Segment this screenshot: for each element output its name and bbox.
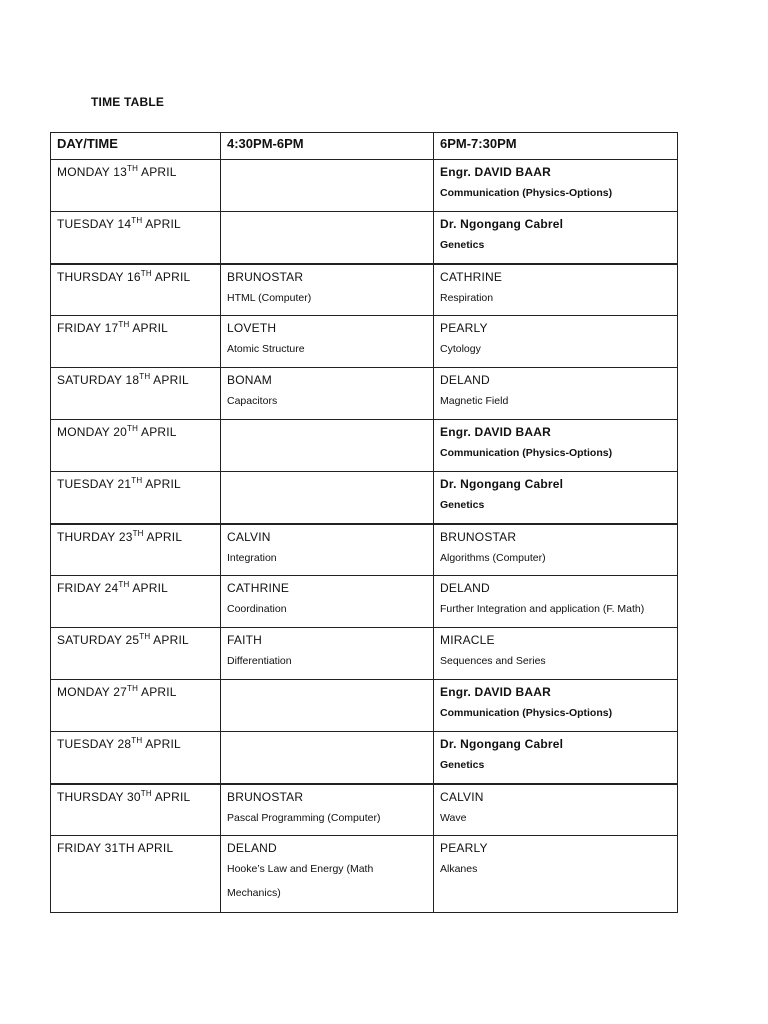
day-label — [57, 425, 177, 439]
table-row — [51, 524, 678, 576]
tutor-name: FAITH — [227, 633, 263, 647]
day-date: TUESDAY 14 — [57, 217, 132, 231]
day-cell — [51, 472, 221, 524]
subject: Communication (Physics-Options) — [440, 187, 613, 199]
day-date: THURSDAY 16 — [57, 269, 141, 284]
subject: Communication (Physics-Options) — [440, 447, 613, 459]
timetable-body — [51, 160, 678, 913]
day-ordinal: TH — [118, 580, 130, 589]
day-month: APRIL — [150, 373, 189, 387]
day-cell — [51, 212, 221, 264]
table-row — [51, 472, 678, 524]
day-label — [57, 217, 181, 231]
header-slot-1: 4:30PM-6PM — [221, 133, 434, 160]
slot-1-cell — [221, 680, 434, 732]
day-label — [57, 633, 189, 647]
day-cell — [51, 524, 221, 576]
day-date: TUESDAY 21 — [57, 477, 132, 491]
day-month: APRIL — [142, 477, 181, 491]
day-cell — [51, 160, 221, 212]
slot-1-cell — [221, 524, 434, 576]
table-row — [51, 628, 678, 680]
day-cell — [51, 368, 221, 420]
slot-1-cell — [221, 264, 434, 316]
day-cell — [51, 264, 221, 316]
table-row — [51, 732, 678, 784]
day-label — [57, 530, 182, 544]
day-label — [57, 737, 181, 751]
day-month: APRIL — [151, 789, 191, 804]
header-slot-2: 6PM-7:30PM — [434, 133, 678, 160]
subject: Genetics — [440, 239, 485, 251]
day-label — [57, 373, 189, 387]
day-label — [57, 841, 173, 855]
day-month: APRIL — [142, 217, 181, 231]
day-label — [57, 321, 168, 335]
header-day-time: DAY/TIME — [51, 133, 221, 160]
subject: Algorithms (Computer) — [440, 551, 546, 564]
subject: Pascal Programming (Computer) — [227, 811, 381, 824]
subject: Further Integration and application (F. Math) — [440, 603, 645, 615]
tutor-name: Engr. DAVID BAAR — [440, 425, 551, 439]
slot-1-cell — [221, 472, 434, 524]
subject: Wave — [440, 811, 467, 824]
subject: HTML (Computer) — [227, 291, 312, 304]
tutor-name: Engr. DAVID BAAR — [440, 165, 551, 179]
day-date: SATURDAY 18 — [57, 373, 140, 387]
tutor-name: Dr. Ngongang Cabrel — [440, 737, 564, 751]
subject: Hooke’s Law and Energy (Math Mechanics) — [227, 863, 374, 899]
slot-1-cell — [221, 576, 434, 628]
slot-2-cell — [434, 420, 678, 472]
day-cell — [51, 784, 221, 836]
tutor-name: CALVIN — [440, 789, 484, 804]
tutor-name: LOVETH — [227, 321, 277, 335]
slot-2-cell — [434, 472, 678, 524]
subject: Alkanes — [440, 863, 478, 875]
slot-1-cell — [221, 732, 434, 784]
slot-2-cell — [434, 784, 678, 836]
day-month: APRIL — [142, 737, 181, 751]
slot-1-cell — [221, 784, 434, 836]
day-ordinal: TH — [131, 476, 143, 485]
table-row — [51, 576, 678, 628]
day-date: THURSDAY 30 — [57, 789, 141, 804]
day-ordinal: TH — [140, 268, 152, 278]
tutor-name: DELAND — [440, 373, 490, 387]
day-cell — [51, 836, 221, 913]
table-row — [51, 784, 678, 836]
table-row — [51, 420, 678, 472]
day-month: APRIL — [138, 685, 177, 699]
tutor-name: MIRACLE — [440, 633, 495, 647]
day-cell — [51, 316, 221, 368]
day-label — [57, 477, 181, 491]
tutor-name: PEARLY — [440, 841, 488, 855]
day-ordinal: TH — [127, 684, 139, 693]
day-month: APRIL — [138, 425, 177, 439]
subject: Communication (Physics-Options) — [440, 707, 613, 719]
subject: Coordination — [227, 603, 287, 615]
slot-1-cell — [221, 160, 434, 212]
day-label — [57, 790, 190, 804]
subject: Integration — [227, 551, 277, 564]
subject: Magnetic Field — [440, 395, 509, 407]
table-row — [51, 680, 678, 732]
subject: Genetics — [440, 499, 485, 511]
day-month: APRIL — [138, 165, 177, 179]
day-cell — [51, 628, 221, 680]
day-cell — [51, 576, 221, 628]
tutor-name: DELAND — [440, 581, 490, 595]
slot-1-cell — [221, 316, 434, 368]
day-label — [57, 685, 177, 699]
tutor-name: CALVIN — [227, 529, 271, 544]
day-month: APRIL — [129, 321, 169, 335]
day-ordinal: TH — [140, 788, 152, 798]
slot-1-cell — [221, 420, 434, 472]
day-ordinal: TH — [139, 632, 151, 641]
day-ordinal: TH — [118, 320, 130, 329]
tutor-name: BRUNOSTAR — [227, 789, 304, 804]
tutor-name: Dr. Ngongang Cabrel — [440, 477, 564, 491]
tutor-name: CATHRINE — [227, 581, 290, 595]
subject: Genetics — [440, 759, 485, 771]
slot-2-cell — [434, 680, 678, 732]
subject: Capacitors — [227, 395, 278, 407]
day-date: SATURDAY 25 — [57, 633, 140, 647]
day-cell — [51, 680, 221, 732]
slot-2-cell — [434, 264, 678, 316]
day-date: FRIDAY 31TH APRIL — [57, 841, 174, 855]
table-row — [51, 368, 678, 420]
day-label — [57, 165, 177, 179]
day-date: THURDAY 23 — [57, 529, 133, 544]
slot-1-cell — [221, 836, 434, 913]
subject: Differentiation — [227, 655, 292, 667]
timetable — [50, 132, 678, 913]
slot-2-cell — [434, 368, 678, 420]
day-month: APRIL — [129, 581, 169, 595]
day-ordinal: TH — [132, 528, 144, 538]
table-row — [51, 836, 678, 913]
day-ordinal: TH — [139, 372, 151, 381]
subject: Respiration — [440, 291, 494, 304]
day-date: MONDAY 20 — [57, 425, 128, 439]
day-month: APRIL — [151, 269, 191, 284]
slot-2-cell — [434, 212, 678, 264]
tutor-name: Dr. Ngongang Cabrel — [440, 217, 564, 231]
day-ordinal: TH — [131, 736, 143, 745]
day-month: APRIL — [150, 633, 189, 647]
slot-2-cell — [434, 524, 678, 576]
table-row — [51, 316, 678, 368]
slot-2-cell — [434, 160, 678, 212]
tutor-name: DELAND — [227, 841, 277, 855]
table-row — [51, 212, 678, 264]
tutor-name: BRUNOSTAR — [227, 269, 304, 284]
table-row — [51, 160, 678, 212]
tutor-name: CATHRINE — [440, 269, 503, 284]
slot-1-cell — [221, 628, 434, 680]
day-ordinal: TH — [127, 164, 139, 173]
day-label — [57, 581, 168, 595]
day-label — [57, 270, 190, 284]
tutor-name: Engr. DAVID BAAR — [440, 685, 551, 699]
subject: Sequences and Series — [440, 655, 546, 667]
subject: Cytology — [440, 343, 481, 355]
day-date: FRIDAY 24 — [57, 581, 119, 595]
day-ordinal: TH — [127, 424, 139, 433]
tutor-name: PEARLY — [440, 321, 488, 335]
day-cell — [51, 732, 221, 784]
slot-1-cell — [221, 368, 434, 420]
table-row — [51, 264, 678, 316]
tutor-name: BRUNOSTAR — [440, 529, 517, 544]
subject: Atomic Structure — [227, 343, 305, 355]
header-row — [51, 133, 678, 160]
slot-2-cell — [434, 836, 678, 913]
day-cell — [51, 420, 221, 472]
document-title: TIME TABLE — [91, 95, 165, 109]
slot-2-cell — [434, 576, 678, 628]
day-ordinal: TH — [131, 216, 143, 225]
slot-2-cell — [434, 628, 678, 680]
day-date: MONDAY 27 — [57, 685, 128, 699]
slot-1-cell — [221, 212, 434, 264]
tutor-name: BONAM — [227, 373, 273, 387]
day-date: TUESDAY 28 — [57, 737, 132, 751]
slot-2-cell — [434, 732, 678, 784]
day-month: APRIL — [143, 529, 183, 544]
day-date: FRIDAY 17 — [57, 321, 119, 335]
slot-2-cell — [434, 316, 678, 368]
day-date: MONDAY 13 — [57, 165, 128, 179]
